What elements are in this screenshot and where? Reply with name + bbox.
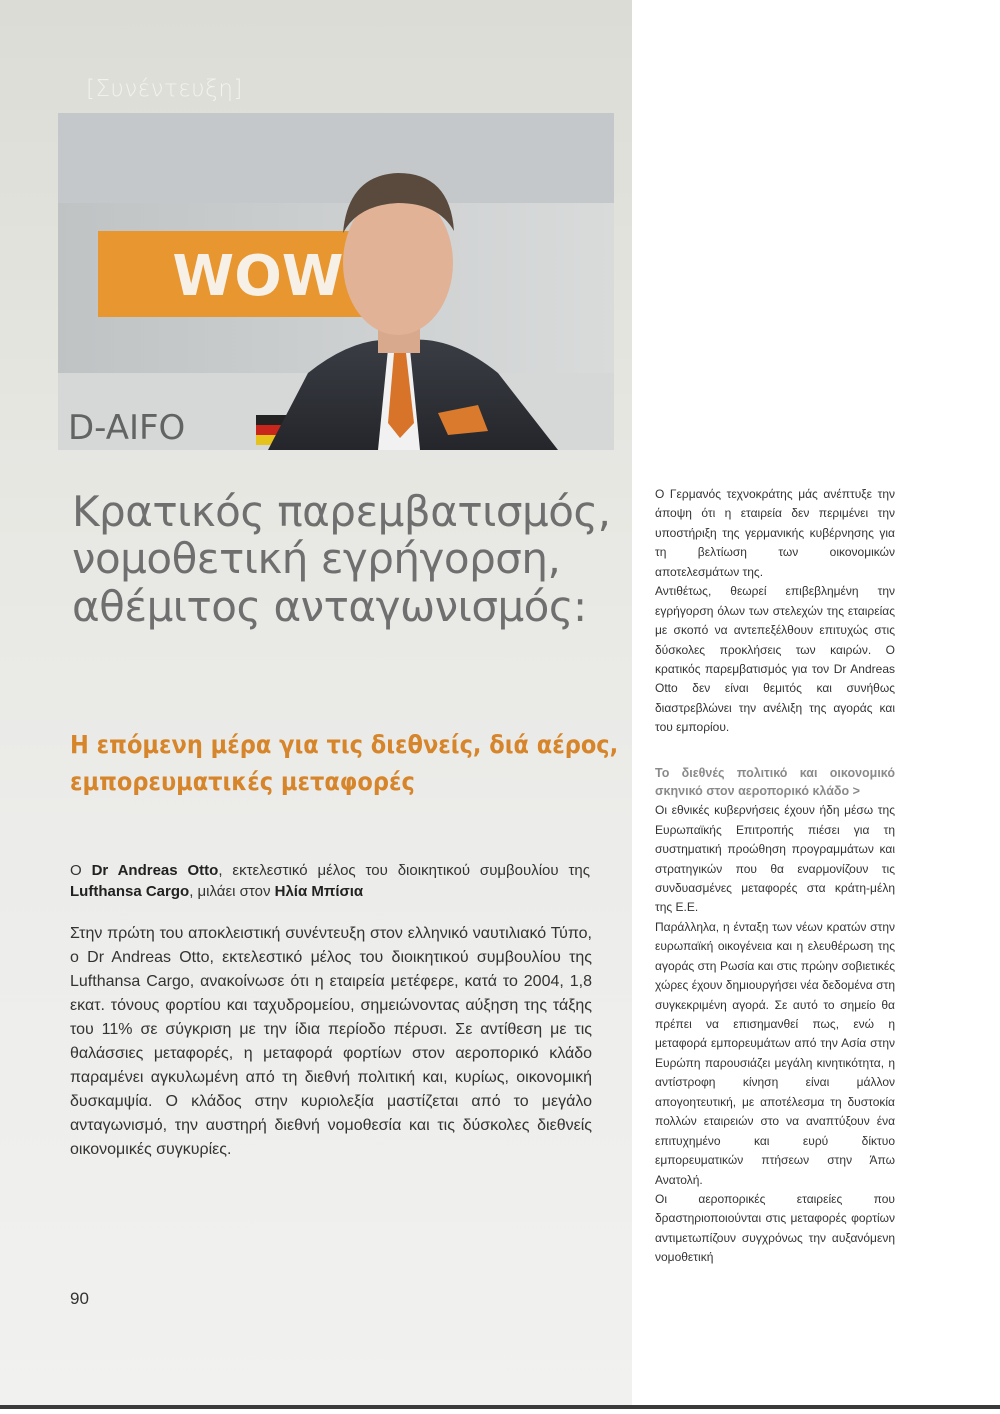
intro-company: Lufthansa Cargo [70, 883, 190, 900]
right-paragraph-3: Οι εθνικές κυβερνήσεις έχουν ήδη μέσω της Ευρωπαϊκής Επιτροπής πιέσει για τη συστηματική προώθηση προγραμμάτων και στρατηγικών που θα εναρμονίζουν τις συνδυασμένες μεταφορές στα κράτη-μέλη της Ε.Ε. [655, 803, 895, 915]
page-number: 90 [70, 1289, 89, 1308]
right-paragraph-4: Παράλληλα, η ένταξη των νέων κρατών στην ευρωπαϊκή οικογένεια και η ελευθέρωση της αγοράς στη Ρωσία και στις πρώην σοβιετικές χώρες έχουν δημιουργήσει νέα δεδομένα στη συγκεκριμένη αγορά. Σε αυτό το σημείο θα πρέπει να επισημανθεί πως, ενώ η μεταφορά εμπορευμάτων από την Ασία στην Ευρώπη παρουσιάζει μεγάλη κινητικότητα, η αντίστροφη κίνηση είναι μάλλον απογοητευτική, με αποτέλεσμα τη δυστοκία πολλών εταιρειών στο να αναπτύξουν ένα επιτυχημένο και ευρύ δίκτυο εμπορευματικών πτήσεων στην Άπω Ανατολή. [655, 919, 895, 1187]
intro-paragraph [70, 860, 590, 902]
intro-middle: , εκτελεστικό μέλος του διοικητικού συμβουλίου της [218, 862, 590, 879]
intro-name: Dr Andreas Otto [91, 862, 219, 879]
portrait-photo [58, 113, 614, 450]
right-paragraph-2: Αντιθέτως, θεωρεί επιβεβλημένη την εγρήγορση όλων των στελεχών της εταιρείας με σκοπό να αντεπεξέλθουν επιτυχώς στις δύσκολες προκλήσεις των καιρών. Ο κρατικός παρεμβατισμός για τον Dr Andreas Otto δεν είναι θεμιτός και συνήθως διαστρεβλώνει την ανέλιξη της αγοράς και του εμπορίου. [655, 584, 895, 735]
intro-prefix: Ο [70, 862, 92, 879]
intro-suffix: , μιλάει στον [189, 883, 275, 900]
intro-interviewer: Ηλία Μπίσια [274, 883, 364, 900]
right-paragraph-5: Οι αεροπορικές εταιρείες που δραστηριοποιούνται στις μεταφορές φορτίων αντιμετωπίζουν συγχρόνως την αυξανόμενη νομοθετική [655, 1191, 895, 1265]
right-column [655, 485, 895, 1268]
section-label: [Συνέντευξη] [86, 76, 243, 102]
portrait-photo-graphic [58, 113, 614, 450]
plane-registration: D-AIFO [68, 408, 186, 448]
bottom-rule [0, 1405, 1000, 1409]
right-paragraph-1: Ο Γερμανός τεχνοκράτης μάς ανέπτυξε την άποψη ότι η εταιρεία δεν περιμένει την υποστήριξη της γερμανικής κυβέρνησης για τη βελτίωση των οικονομικών αποτελεσμάτων της. [655, 487, 895, 579]
page-title: Κρατικός παρεμβατισμός, νομοθετική εγρήγορση, αθέμιτος ανταγωνισμός: [72, 487, 611, 631]
subtitle: Η επόμενη μέρα για τις διεθνείς, διά αέρος, εμπορευματικές μεταφορές [70, 730, 619, 796]
right-subheading: Το διεθνές πολιτικό και οικονομικό σκηνικό στον αεροπορικό κλάδο > [655, 765, 895, 799]
body-paragraph-left: Στην πρώτη του αποκλειστική συνέντευξη στον ελληνικό ναυτιλιακό Τύπο, ο Dr Andreas Otto, εκτελεστικό μέλος του διοικητικού συμβουλίου της Lufthansa Cargo, ανακοίνωσε ότι η εταιρεία μετέφερε, κατά το 2004, 1,8 εκατ. τόνους φορτίου και ταχυδρομείου, σημειώνοντας αύξηση της τάξης του 11% σε σύγκριση με την ίδια περίοδο πέρυσι. Σε αντίθεση με τις θαλάσσιες μεταφορές, η μεταφορά φορτίων στον αεροπορικό κλάδο παραμένει αγκυλωμένη από τη διεθνή πολιτική και, κυρίως, οικονομική δυσκαμψία. Ο κλάδος στην κυριολεξία μαστίζεται από το μεγάλο ανταγωνισμό, την αυστηρή διεθνή νομοθεσία και τις δύσκολες διεθνείς οικονομικές συγκυρίες. [70, 925, 592, 1158]
wow-sign-text: WOW [172, 244, 344, 309]
